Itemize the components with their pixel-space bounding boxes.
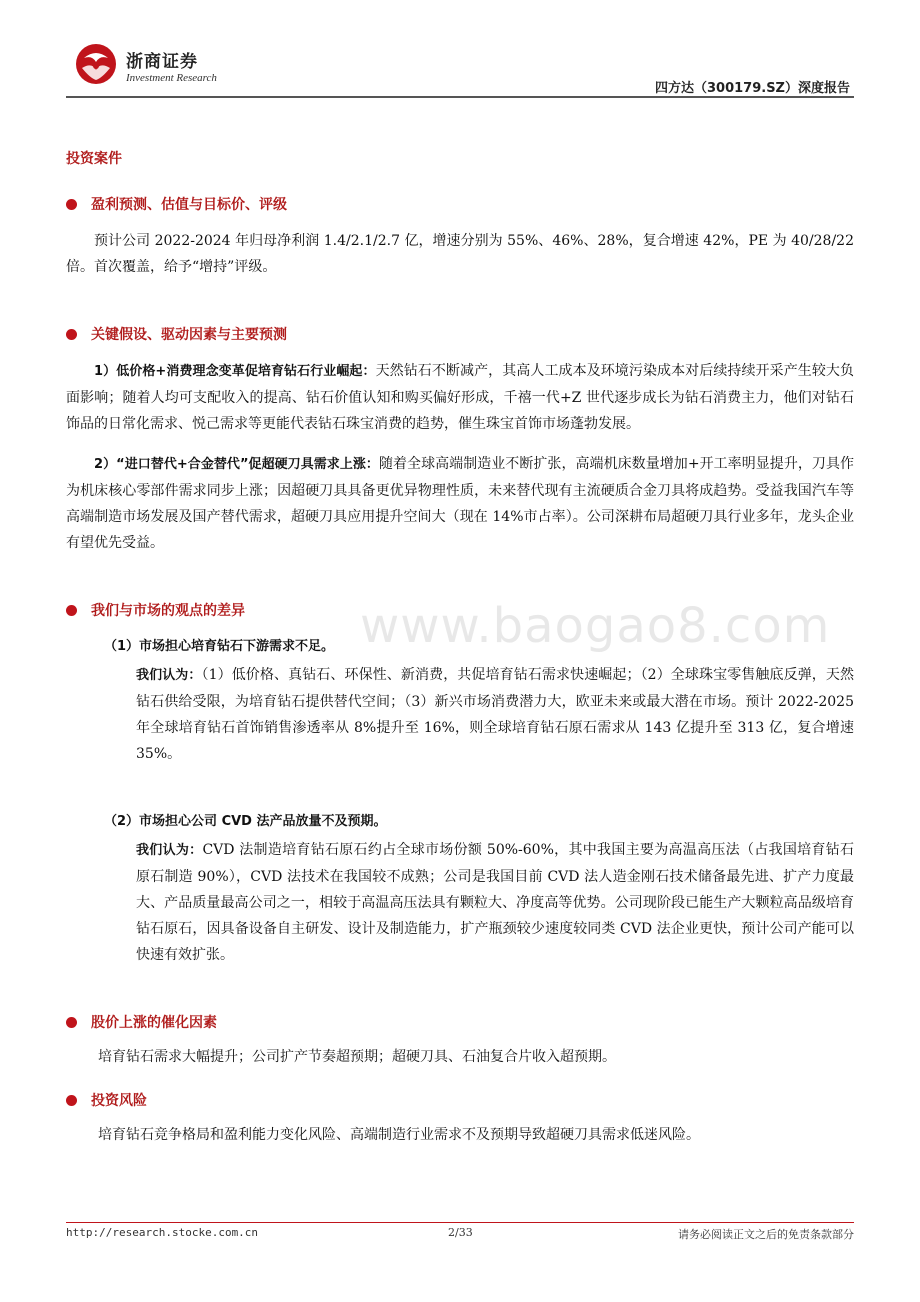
differences-heading	[66, 600, 854, 620]
watermark: www.baogao8.com	[360, 598, 831, 654]
assumption-point	[66, 451, 854, 556]
market-concern-1: （1）市场担心培育钻石下游需求不足。	[104, 639, 335, 654]
disclaimer-note: 请务必阅读正文之后的免责条款部分	[678, 1228, 854, 1241]
market-concern-2: （2）市场担心公司 CVD 法产品放量不及预期。	[104, 814, 387, 829]
differences-heading-text: 我们与市场的观点的差异	[91, 603, 245, 619]
risks-heading-text: 投资风险	[91, 1093, 147, 1109]
our-view-text: （1）低价格、真钻石、环保性、新消费，共促培育钻石需求快速崛起；（2）全球珠宝零售触底反弹，天然钻石供给受限，为培育钻石提供替代空间；（3）新兴市场消费潜力大，欧亚未来或最大潜在市场。预计 2022-2025 年全球培育钻石首饰销售渗透率从 8%提升至 16%，则全球培育钻石原石需求从 143 亿提升至 313 亿，复合增速 35%。	[136, 667, 854, 762]
document-body	[66, 148, 854, 1148]
header-divider	[66, 96, 854, 98]
risks-paragraph: 培育钻石竞争格局和盈利能力变化风险、高端制造行业需求不及预期导致超硬刀具需求低迷风险。	[98, 1127, 700, 1143]
earnings-paragraph: 预计公司 2022-2024 年归母净利润 1.4/2.1/2.7 亿，增速分别为 55%、46%、28%，复合增速 42%，PE 为 40/28/22 倍。首次覆盖，给予“增持”评级。	[66, 233, 854, 275]
assumptions-heading-text: 关键假设、驱动因素与主要预测	[91, 327, 287, 343]
report-title: 四方达（300179.SZ）深度报告	[654, 81, 850, 96]
risks-heading	[66, 1090, 854, 1110]
our-view-1	[66, 662, 854, 767]
assumption-point-label: 1）低价格+消费理念变革促培育钻石行业崛起：	[94, 364, 376, 379]
brand-name-en: Investment Research	[126, 72, 217, 84]
our-view-label: 我们认为：	[136, 843, 203, 858]
footer-divider	[66, 1222, 854, 1223]
assumption-point-text: 天然钻石不断减产，其高人工成本及环境污染成本对后续持续开采产生较大负面影响；随着人均可支配收入的提高、钻石价值认知和购买偏好形成，千禧一代+Z 世代逐步成长为钻石消费主力，他们对钻石饰品的日常化需求、悦己需求等更能代表钻石珠宝消费的趋势，催生珠宝首饰市场蓬勃发展。	[66, 363, 854, 432]
red-bullet-icon	[66, 1095, 77, 1106]
assumption-point	[66, 358, 854, 437]
earnings-heading-text: 盈利预测、估值与目标价、评级	[91, 197, 287, 213]
red-bullet-icon	[66, 605, 77, 616]
red-bullet-icon	[66, 199, 77, 210]
catalysts-heading	[66, 1012, 854, 1032]
earnings-heading	[66, 194, 854, 214]
company-logo	[70, 42, 122, 86]
page-number: 2/33	[448, 1226, 473, 1239]
our-view-text: CVD 法制造培育钻石原石约占全球市场份额 50%-60%，其中我国主要为高温高压法（占我国培育钻石原石制造 90%），CVD 法技术在我国较不成熟；公司是我国目前 CVD 法人造金刚石技术储备最先进、扩产力度最大、产品质量最高公司之一，相较于高温高压法具有颗粒大、净度高等优势。公司现阶段已能生产大颗粒高品级培育钻石原石，因具备设备自主研发、设计及制造能力，扩产瓶颈较少速度较同类 CVD 法企业更快，预计公司产能可以快速有效扩张。	[136, 842, 854, 963]
catalysts-heading-text: 股价上涨的催化因素	[91, 1015, 217, 1031]
assumption-point-text: 随着全球高端制造业不断扩张，高端机床数量增加+开工率明显提升，刀具作为机床核心零部件需求同步上涨；因超硬刀具具备更优异物理性质，未来替代现有主流硬质合金刀具将成趋势。受益我国汽车等高端制造市场发展及国产替代需求，超硬刀具应用提升空间大（现在 14%市占率）。公司深耕布局超硬刀具行业多年，龙头企业有望优先受益。	[66, 456, 854, 551]
red-bullet-icon	[66, 1017, 77, 1028]
section-title: 投资案件	[66, 151, 122, 167]
red-bullet-icon	[66, 329, 77, 340]
catalysts-paragraph: 培育钻石需求大幅提升；公司扩产节奏超预期；超硬刀具、石油复合片收入超预期。	[98, 1049, 616, 1065]
brand-name-cn: 浙商证券	[126, 52, 198, 72]
assumption-point-label: 2）“进口替代+合金替代”促超硬刀具需求上涨：	[94, 457, 379, 472]
our-view-label: 我们认为：	[136, 668, 202, 683]
our-view-2	[66, 837, 854, 968]
assumptions-heading	[66, 324, 854, 344]
footer-url-link[interactable]: http://research.stocke.com.cn	[66, 1226, 259, 1239]
